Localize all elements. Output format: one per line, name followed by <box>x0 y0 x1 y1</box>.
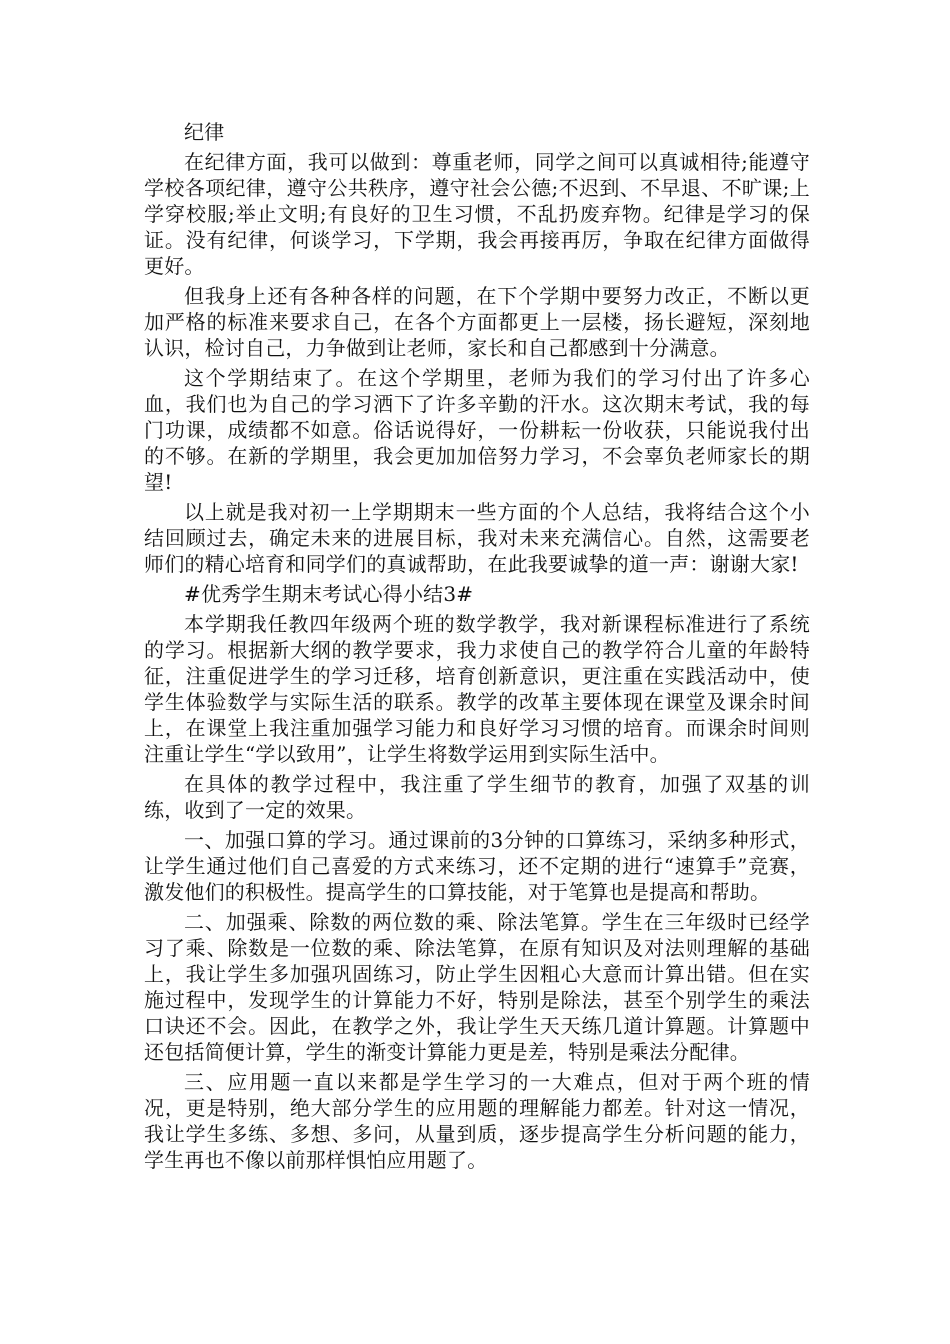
paragraph-point-two: 二、加强乘、除数的两位数的乘、除法笔算。学生在三年级时已经学习了乘、除数是一位数的乘、除法笔算，在原有知识及对法则理解的基础上，我让学生多加强巩固练习，防止学生因粗心大意而计算出错。但在实施过程中，发现学生的计算能力不好，特别是除法，甚至个别学生的乘法口诀还不会。因此，在教学之外，我让学生天天练几道计算题。计算题中还包括简便计算，学生的渐变计算能力更是差，特别是乘法分配律。 <box>144 910 810 1064</box>
section-heading-summary-3: #优秀学生期末考试心得小结3# <box>184 582 474 606</box>
paragraph-point-one: 一、加强口算的学习。通过课前的3分钟的口算练习，采纳多种形式，让学生通过他们自己喜爱的方式来练习，还不定期的进行“速算手”竞赛，激发他们的积极性。提高学生的口算技能，对于笔算也是提高和帮助。 <box>144 828 810 904</box>
paragraph-shortcomings: 但我身上还有各种各样的问题，在下个学期中要努力改正，不断以更加严格的标准来要求自己，在各个方面都更上一层楼，扬长避短，深刻地认识，检讨自己，力争做到让老师，家长和自己都感到十分满意。 <box>144 284 810 360</box>
paragraph-conclusion: 以上就是我对初一上学期期末一些方面的个人总结，我将结合这个小结回顾过去，确定未来的进展目标，我对未来充满信心。自然，这需要老师们的精心培育和同学们的真诚帮助，在此我要诚挚的道一声：谢谢大家! <box>144 500 810 576</box>
paragraph-teaching-process: 在具体的教学过程中，我注重了学生细节的教育，加强了双基的训练，收到了一定的效果。 <box>144 772 810 822</box>
paragraph-discipline: 在纪律方面，我可以做到：尊重老师，同学之间可以真诚相待;能遵守学校各项纪律，遵守公共秩序，遵守社会公德;不迟到、不早退、不旷课;上学穿校服;举止文明;有良好的卫生习惯，不乱扔废弃物。纪律是学习的保证。没有纪律，何谈学习，下学期，我会再接再厉，争取在纪律方面做得更好。 <box>144 150 810 278</box>
paragraph-teaching-intro: 本学期我任教四年级两个班的数学教学，我对新课程标准进行了系统的学习。根据新大纲的教学要求，我力求使自己的教学符合儿童的年龄特征，注重促进学生的学习迁移，培育创新意识，更注重在实践活动中，使学生体验数学与实际生活的联系。教学的改革主要体现在课堂及课余时间上，在课堂上我注重加强学习能力和良好学习习惯的培育。而课余时间则注重让学生“学以致用”，让学生将数学运用到实际生活中。 <box>144 612 810 766</box>
section-heading-discipline: 纪律 <box>184 120 225 144</box>
paragraph-semester-end: 这个学期结束了。在这个学期里，老师为我们的学习付出了许多心血，我们也为自己的学习洒下了许多辛勤的汗水。这次期末考试，我的每门功课，成绩都不如意。俗话说得好，一份耕耘一份收获，只能说我付出的不够。在新的学期里，我会更加加倍努力学习，不会辜负老师家长的期望! <box>144 366 810 494</box>
document-body <box>144 119 810 1177</box>
paragraph-point-three: 三、应用题一直以来都是学生学习的一大难点，但对于两个班的情况，更是特别，绝大部分学生的应用题的理解能力都差。针对这一情况，我让学生多练、多想、多问，从量到质，逐步提高学生分析问题的能力，学生再也不像以前那样惧怕应用题了。 <box>144 1070 810 1172</box>
